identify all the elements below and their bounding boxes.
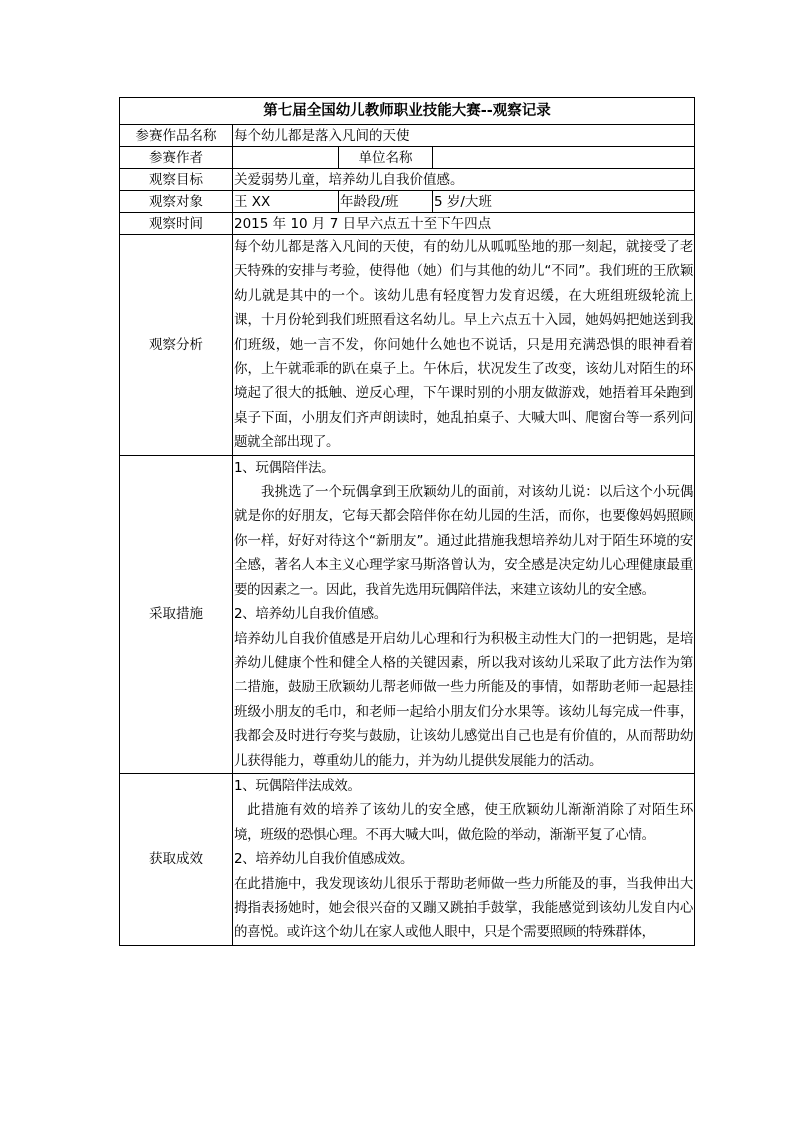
analysis-text: 每个幼儿都是落入凡间的天使，有的幼儿从呱呱坠地的那一刻起，就接受了老天特殊的安排与考验，使得他（她）们与其他的幼儿“不同”。我们班的王欣颖幼儿就是其中的一个。该幼儿患有轻度智力发育迟缓，在大班组班级轮流上课，十月份轮到我们班照看这名幼儿。早上六点五十入园，她妈妈把她送到我们班级，她一言不发，你问她什么她也不说话，只是用充满恐惧的眼神看着你，上午就乖乖的趴在桌子上。午休后，状况发生了改变，该幼儿对陌生的环境起了很大的抵触、逆反心理，下午课时别的小朋友做游戏，她捂着耳朵跑到桌子下面，小朋友们齐声朗读时，她乱拍桌子、大喊大叫、爬窗台等一系列问题就全部出现了。	[234, 239, 694, 451]
work-name-label: 参赛作品名称	[120, 125, 233, 147]
time-value: 2015 年 10 月 7 日早六点五十至下午四点	[233, 213, 695, 235]
age-class-label: 年龄段/班	[339, 191, 433, 213]
subject-value: 王 XX	[233, 191, 339, 213]
results-paragraph-2: 在此措施中，我发现该幼儿很乐于帮助老师做一些力所能及的事，当我伸出大拇指表扬她时，她会很兴奋的又蹦又跳拍手鼓掌，我能感觉到该幼儿发自内心的喜悦。或许这个幼儿在家人或他人眼中，只是个需要照顾的特殊群体，	[234, 875, 694, 941]
time-label: 观察时间	[120, 213, 233, 235]
subject-label: 观察对象	[120, 191, 233, 213]
unit-name-label: 单位名称	[339, 147, 433, 169]
results-paragraph-1: 此措施有效的培养了该幼儿的安全感，使王欣颖幼儿渐渐消除了对陌生环境，班级的恐惧心理。不再大喊大叫，做危险的举动，渐渐平复了心情。	[234, 802, 694, 843]
measures-paragraph-1: 我挑选了一个玩偶拿到王欣颖幼儿的面前，对该幼儿说：以后这个小玩偶就是你的好朋友，它每天都会陪伴你在幼儿园的生活，而你，也要像妈妈照顾你一样，好好对待这个“新朋友”。通过此措施我想培养幼儿对于陌生环境的安全感，著名人本主义心理学家马斯洛曾认为，安全感是决定幼儿心理健康最重要的因素之一。因此，我首先选用玩偶陪伴法，来建立该幼儿的安全感。	[234, 484, 694, 598]
document-title: 第七届全国幼儿教师职业技能大赛--观察记录	[120, 98, 695, 125]
results-heading-1: 1、玩偶陪伴法成效。	[234, 777, 361, 794]
author-value	[233, 147, 339, 169]
results-heading-2: 2、培养幼儿自我价值感成效。	[234, 851, 414, 868]
observation-record-table	[119, 97, 695, 946]
age-class-value: 5 岁/大班	[433, 191, 695, 213]
measures-paragraph-2: 培养幼儿自我价值感是开启幼儿心理和行为积极主动性大门的一把钥匙，是培养幼儿健康个性和健全人格的关键因素，所以我对该幼儿采取了此方法作为第二措施，鼓励王欣颖幼儿帮老师做一些力所能及的事情，如帮助老师一起悬挂班级小朋友的毛巾，和老师一起给小朋友们分水果等。该幼儿每完成一件事，我都会及时进行夸奖与鼓励，让该幼儿感觉出自己也是有价值的，从而帮助幼儿获得能力，尊重幼儿的能力，并为幼儿提供发展能力的活动。	[234, 630, 694, 769]
analysis-label: 观察分析	[120, 235, 233, 456]
measures-content	[233, 455, 695, 773]
unit-name-value	[433, 147, 695, 169]
work-name-value: 每个幼儿都是落入凡间的天使	[233, 125, 695, 147]
goal-label: 观察目标	[120, 169, 233, 191]
analysis-content	[233, 235, 695, 456]
measures-label: 采取措施	[120, 455, 233, 773]
results-label: 获取成效	[120, 773, 233, 945]
author-label: 参赛作者	[120, 147, 233, 169]
measures-heading-1: 1、玩偶陪伴法。	[234, 459, 335, 476]
measures-heading-2: 2、培养幼儿自我价值感。	[234, 606, 387, 623]
results-content	[233, 773, 695, 945]
goal-value: 关爱弱势儿童，培养幼儿自我价值感。	[233, 169, 695, 191]
